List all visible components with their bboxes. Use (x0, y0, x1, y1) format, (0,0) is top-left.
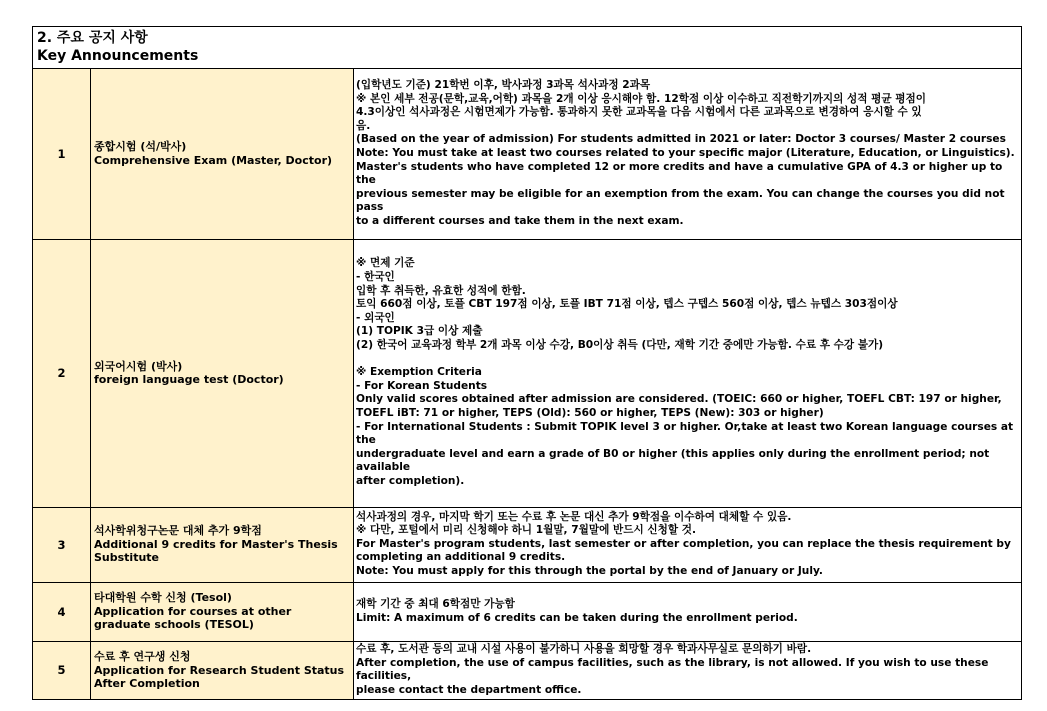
description-line-korean: (입학년도 기준) 21학번 이후, 박사과정 3과목 석사과정 2과목 (356, 78, 651, 91)
description-line-english: to a different courses and take them in the next exam. (356, 214, 684, 227)
description-line-english: Note: You must take at least two courses related to your specific major (Literature, Education, or Linguistics). (356, 146, 1015, 159)
table-row (33, 582, 1021, 641)
announcements-table (33, 69, 1021, 699)
row-number: 3 (33, 507, 91, 582)
description-line-korean: (2) 한국어 교육과정 학부 2개 과목 이상 수강, B0이상 취득 (다만, 재학 기간 중에만 가능함. 수료 후 수강 불가) (356, 339, 884, 352)
table-row (33, 239, 1021, 507)
row-title-korean: 수료 후 연구생 신청 (94, 650, 191, 663)
description-line-english: previous semester may be eligible for an exemption from the exam. You can change the courses you did not pass (356, 187, 1009, 214)
row-title-english: Application for Research Student Status After Completion (94, 663, 345, 690)
row-title-korean: 타대학원 수학 신청 (Tesol) (94, 591, 232, 605)
row-title-english: Comprehensive Exam (Master, Doctor) (94, 153, 333, 167)
row-title-korean: 석사학위청구논문 대체 추가 9학점 (94, 524, 262, 538)
description-line-korean: 입학 후 취득한, 유효한 성적에 한함. (356, 284, 526, 297)
table-row (33, 507, 1021, 582)
row-number: 4 (33, 582, 91, 641)
description-line-korean: 4.3이상인 석사과정은 시험면제가 가능함. 통과하지 못한 교과목을 다음 시험에서 다른 교과목으로 변경하여 응시할 수 있 (356, 106, 922, 119)
row-title (91, 69, 354, 239)
description-line-english: ※ Exemption Criteria (356, 366, 482, 379)
table-row (33, 641, 1021, 699)
paragraph-gap (356, 353, 1019, 367)
row-title (91, 582, 354, 641)
description-line-korean: - 외국인 (356, 311, 395, 324)
row-description (354, 69, 1022, 239)
announcements-sheet (32, 26, 1022, 700)
section-title-english: Key Announcements (37, 48, 199, 64)
description-line-english: - For International Students : Submit TOPIK level 3 or higher. Or,take at least two Korean language courses at the (356, 420, 1017, 447)
row-title (91, 239, 354, 507)
table-row (33, 69, 1021, 239)
description-line-korean: 재학 기간 중 최대 6학점만 가능함 (356, 597, 515, 610)
section-title-korean: 2. 주요 공지 사항 (37, 30, 148, 46)
section-header (33, 27, 1021, 69)
row-number: 5 (33, 641, 91, 699)
description-line-korean: ※ 면제 기준 (356, 257, 415, 270)
description-line-english: - For Korean Students (356, 379, 488, 392)
description-line-korean: 음. (356, 119, 371, 132)
description-line-english: undergraduate level and earn a grade of B0 or higher (this applies only during the enrollment period; not available (356, 447, 993, 474)
description-line-english: Master's students who have completed 12 or more credits and have a cumulative GPA of 4.3 or higher up to the (356, 160, 1007, 187)
row-title-english: foreign language test (Doctor) (94, 373, 284, 386)
row-title (91, 507, 354, 582)
description-line-english: After completion, the use of campus facilities, such as the library, is not allowed. If you wish to use these facilities, (356, 656, 993, 683)
row-description (354, 507, 1022, 582)
description-line-english: please contact the department office. (356, 683, 582, 696)
description-line-english: Limit: A maximum of 6 credits can be taken during the enrollment period. (356, 611, 798, 624)
description-line-korean: 석사과정의 경우, 마지막 학기 또는 수료 후 논문 대신 추가 9학점을 이수하여 대체할 수 있음. (356, 510, 792, 523)
row-title-english: Application for courses at other graduate schools (TESOL) (94, 604, 292, 632)
description-line-english: (Based on the year of admission) For students admitted in 2021 or later: Doctor 3 courses/ Master 2 courses (356, 133, 1006, 146)
row-number: 2 (33, 239, 91, 507)
row-description (354, 641, 1022, 699)
description-line-korean: (1) TOPIK 3급 이상 제출 (356, 325, 483, 338)
description-line-korean: ※ 본인 세부 전공(문학,교육,어학) 과목을 2개 이상 응시해야 함. 12학점 이상 이수하고 직전학기까지의 성적 평균 평점이 (356, 92, 926, 105)
description-line-english: TOEFL iBT: 71 or higher, TEPS (Old): 560 or higher, TEPS (New): 303 or higher) (356, 406, 824, 419)
description-line-english: after completion). (356, 474, 465, 487)
row-description (354, 582, 1022, 641)
row-title (91, 641, 354, 699)
description-line-korean: ※ 다만, 포털에서 미리 신청해야 하니 1월말, 7월말에 반드시 신청할 것. (356, 524, 697, 537)
row-title-english: Additional 9 credits for Master's Thesis Substitute (94, 537, 338, 565)
row-title-korean: 종합시험 (석/박사) (94, 140, 187, 154)
row-description (354, 239, 1022, 507)
row-number: 1 (33, 69, 91, 239)
description-line-english: Note: You must apply for this through the portal by the end of January or July. (356, 564, 823, 577)
description-line-english: completing an additional 9 credits. (356, 551, 566, 564)
description-line-korean: - 한국인 (356, 271, 395, 284)
description-line-english: Only valid scores obtained after admission are considered. (TOEIC: 660 or higher, TOEFL CBT: 197 or higher, (356, 393, 1002, 406)
description-line-english: For Master's program students, last semester or after completion, you can replace the thesis requirement by (356, 537, 1011, 550)
row-title-korean: 외국어시험 (박사) (94, 359, 183, 373)
description-line-korean: 수료 후, 도서관 등의 교내 시설 사용이 불가하니 사용을 희망할 경우 학과사무실로 문의하기 바람. (356, 643, 812, 656)
description-line-korean: 토익 660점 이상, 토플 CBT 197점 이상, 토플 IBT 71점 이상, 텝스 구텝스 560점 이상, 텝스 뉴텝스 303점이상 (356, 298, 898, 311)
